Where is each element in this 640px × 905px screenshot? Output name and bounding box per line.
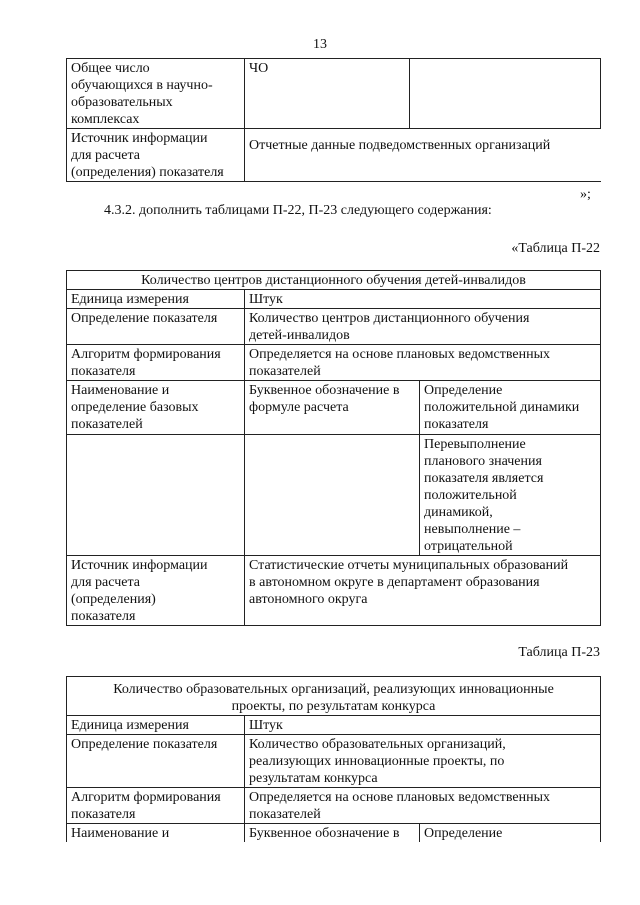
table-p23-title: Количество образовательных организаций, реализующих инновационные проекты, по результатам конкурса (67, 677, 601, 716)
top-table-label: Общее число обучающихся в научно- образовательных комплексах (67, 59, 245, 129)
table-p22-empty-cell (245, 435, 420, 556)
table-p23-definition-label: Определение показателя (67, 735, 245, 788)
table-p22-base-col2: Буквенное обозначение в формуле расчета (245, 381, 420, 435)
table-p22-caption: «Таблица П-22 (511, 241, 600, 256)
table-p22-empty-cell (67, 435, 245, 556)
table-p23-unit-value: Штук (245, 716, 601, 735)
table-row (67, 129, 601, 182)
table-p23 (66, 676, 601, 842)
table-p22-definition-label: Определение показателя (67, 309, 245, 345)
table-row (67, 309, 601, 345)
table-p22-algorithm-label: Алгоритм формирования показателя (67, 345, 245, 381)
table-p22-base-col3: Определение положительной динамики показателя (420, 381, 601, 435)
table-p23-caption: Таблица П-23 (518, 645, 600, 660)
table-p22-algorithm-value: Определяется на основе плановых ведомственных показателей (245, 345, 601, 381)
table-row (67, 381, 601, 435)
table-row (67, 345, 601, 381)
table-row (67, 788, 601, 824)
top-table (66, 58, 601, 182)
table-p23-unit-label: Единица измерения (67, 716, 245, 735)
top-table-value: ЧО (245, 59, 410, 129)
table-p23-base-col2: Буквенное обозначение в (245, 824, 420, 843)
table-row (67, 735, 601, 788)
table-p23-base-col3: Определение (420, 824, 601, 843)
table-p22-dynamics: Перевыполнение планового значения показателя является положительной динамикой, невыполнение – отрицательной (420, 435, 601, 556)
table-row (67, 824, 601, 843)
table-p23-algorithm-label: Алгоритм формирования показателя (67, 788, 245, 824)
table-p22-title: Количество центров дистанционного обучения детей-инвалидов (67, 271, 601, 290)
table-row (67, 290, 601, 309)
page-number: 13 (313, 37, 327, 52)
table-p22 (66, 270, 601, 626)
top-table-source-label: Источник информации для расчета (определения) показателя (67, 129, 245, 182)
table-row (67, 556, 601, 626)
table-p23-algorithm-value: Определяется на основе плановых ведомственных показателей (245, 788, 601, 824)
table-p22-definition-value: Количество центров дистанционного обучения детей-инвалидов (245, 309, 601, 345)
table-row (67, 271, 601, 290)
table-row (67, 716, 601, 735)
table-p23-definition-value: Количество образовательных организаций, реализующих инновационные проекты, по результатам конкурса (245, 735, 601, 788)
top-table-source-value: Отчетные данные подведомственных организаций (245, 129, 601, 182)
table-p22-source-label: Источник информации для расчета (определения) показателя (67, 556, 245, 626)
table-p22-base-label: Наименование и определение базовых показателей (67, 381, 245, 435)
body-paragraph: 4.3.2. дополнить таблицами П-22, П-23 следующего содержания: (104, 203, 492, 218)
table-row (67, 59, 601, 129)
table-p22-unit-value: Штук (245, 290, 601, 309)
closing-mark: »; (580, 187, 591, 202)
table-p23-base-label: Наименование и (67, 824, 245, 843)
top-table-extra (410, 59, 601, 129)
table-p22-source-value: Статистические отчеты муниципальных образований в автономном округе в департамент образования автономного округа (245, 556, 601, 626)
table-row (67, 435, 601, 556)
table-p22-unit-label: Единица измерения (67, 290, 245, 309)
table-row (67, 677, 601, 716)
